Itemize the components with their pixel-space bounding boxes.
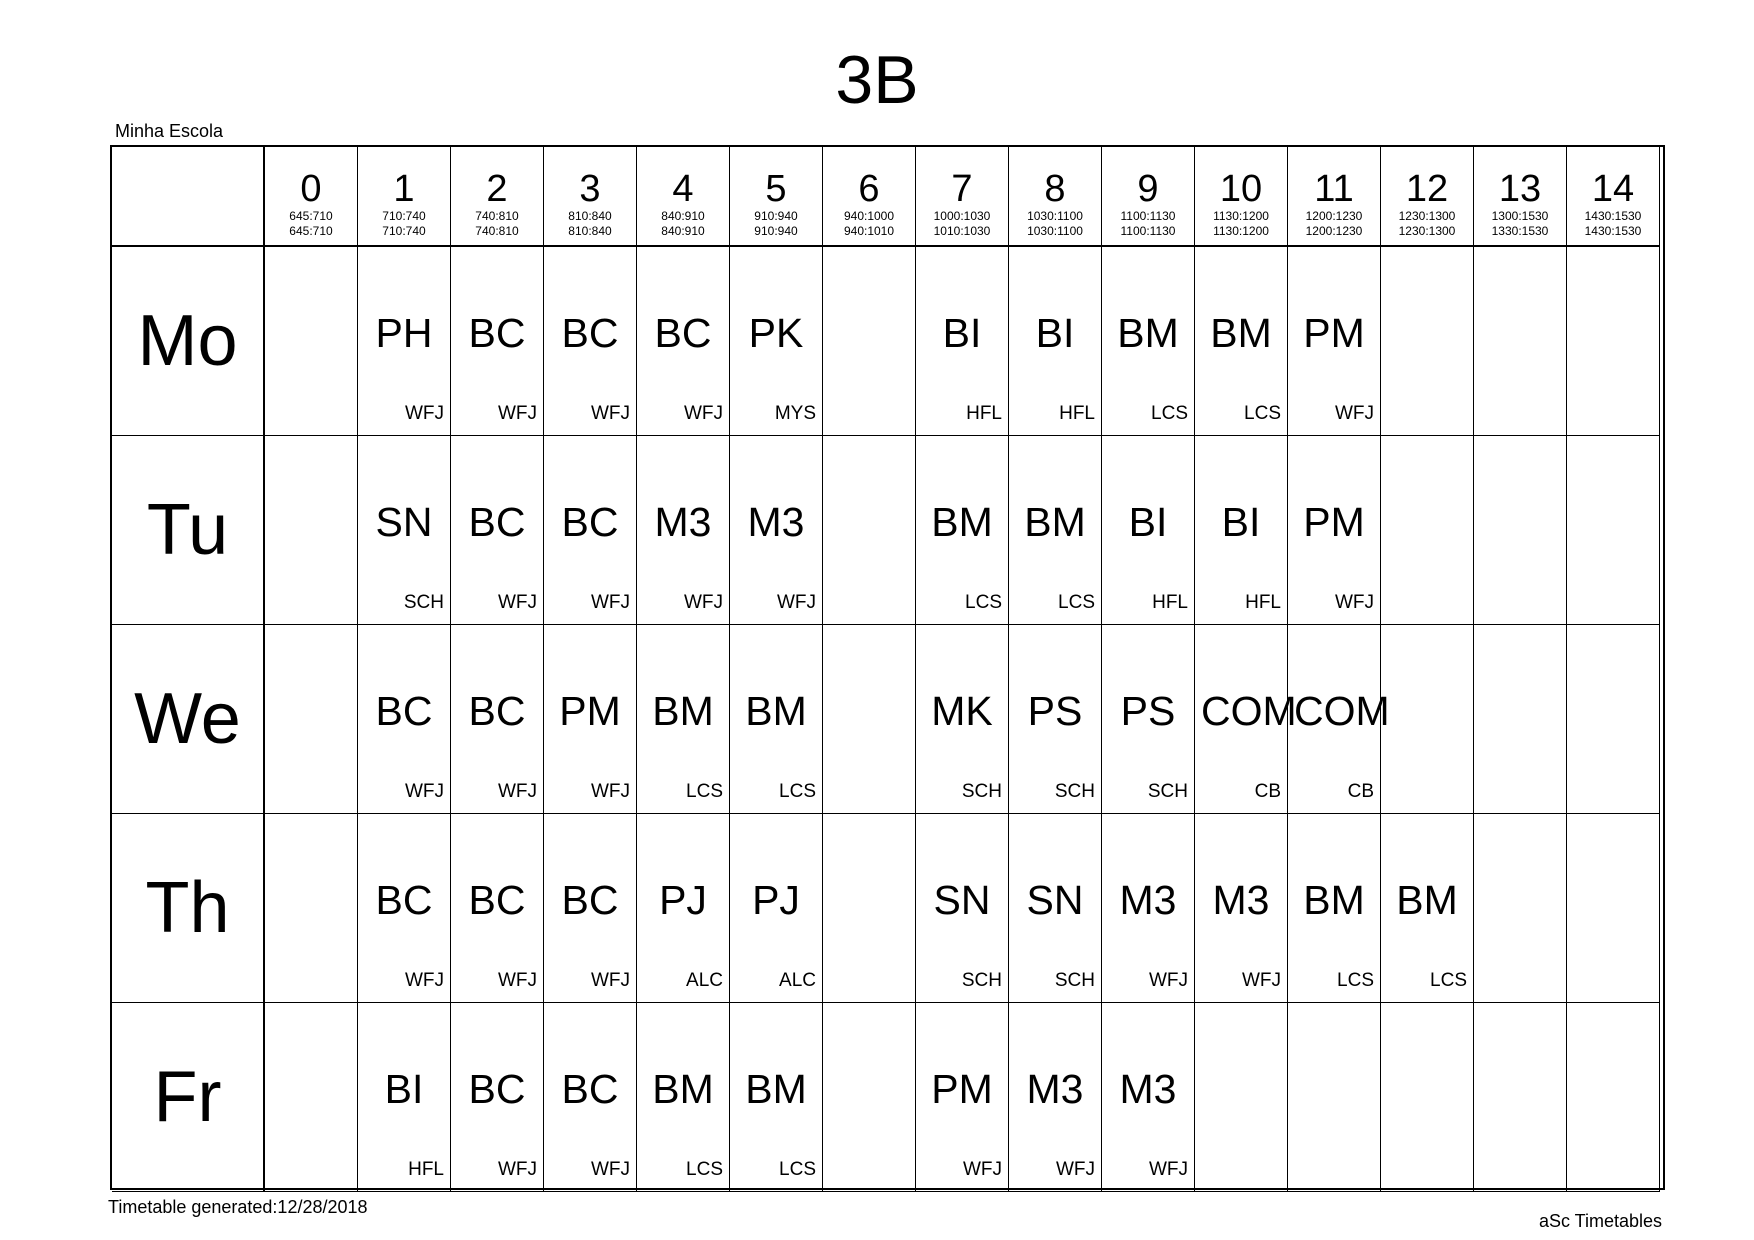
teacher-code: WFJ	[497, 592, 537, 613]
period-time-end: 1030:1100	[1027, 224, 1083, 238]
period-number: 13	[1498, 168, 1542, 210]
subject-code: PJ	[659, 877, 707, 923]
teacher-code: WFJ	[1334, 403, 1374, 424]
period-time-start: 1130:1200	[1213, 209, 1269, 223]
lesson-cell	[1474, 625, 1567, 814]
subject-code: BM	[1396, 877, 1458, 923]
lesson-cell	[1102, 625, 1195, 814]
subject-code: COM	[1201, 688, 1297, 734]
subject-code: BC	[561, 499, 619, 545]
period-number: 10	[1219, 168, 1263, 210]
period-time-start: 1200:1230	[1305, 209, 1363, 223]
subject-code: BM	[1117, 310, 1179, 356]
subject-code: BI	[942, 310, 982, 356]
lesson-cell	[916, 625, 1009, 814]
period-time-start: 740:810	[475, 209, 519, 223]
teacher-code: SCH	[961, 970, 1002, 991]
subject-code: BM	[931, 499, 993, 545]
lesson-cell	[916, 814, 1009, 1003]
lesson-cell	[730, 625, 823, 814]
timetable-title: 3B	[835, 42, 919, 118]
subject-code: SN	[933, 877, 991, 923]
period-number: 6	[858, 168, 880, 210]
subject-code: BC	[654, 310, 712, 356]
lesson-cell	[1381, 436, 1474, 625]
subject-code: BM	[745, 688, 807, 734]
lesson-cell	[1567, 436, 1660, 625]
period-time-end: 1230:1300	[1398, 224, 1456, 238]
period-header	[1195, 147, 1288, 247]
subject-code: M3	[747, 499, 805, 545]
subject-code: PM	[559, 688, 621, 734]
subject-code: SN	[1026, 877, 1084, 923]
period-number: 14	[1591, 168, 1635, 210]
teacher-code: WFJ	[590, 781, 630, 802]
period-header	[1102, 147, 1195, 247]
lesson-cell	[1381, 814, 1474, 1003]
subject-code: BC	[561, 1066, 619, 1112]
teacher-code: WFJ	[590, 403, 630, 424]
lesson-cell	[544, 625, 637, 814]
lesson-cell	[1009, 814, 1102, 1003]
lesson-cell	[823, 247, 916, 436]
lesson-cell	[1288, 1003, 1381, 1192]
period-time-end: 1200:1230	[1305, 224, 1363, 238]
period-time-end: 810:840	[568, 224, 612, 238]
teacher-code: LCS	[1430, 970, 1467, 991]
day-label: Mo	[112, 247, 265, 436]
lesson-cell	[1288, 814, 1381, 1003]
subject-code: M3	[1212, 877, 1270, 923]
period-header	[823, 147, 916, 247]
lesson-cell	[730, 814, 823, 1003]
teacher-code: SCH	[961, 781, 1002, 802]
period-time-end: 1130:1200	[1213, 224, 1269, 238]
period-time-end: 710:740	[382, 224, 426, 238]
teacher-code: WFJ	[1148, 970, 1188, 991]
subject-code: BC	[468, 877, 526, 923]
subject-code: PM	[1303, 310, 1365, 356]
period-header	[637, 147, 730, 247]
lesson-cell	[1567, 625, 1660, 814]
period-time-end: 740:810	[475, 224, 519, 238]
teacher-code: SCH	[1147, 781, 1188, 802]
period-time-end: 1430:1530	[1584, 224, 1642, 238]
teacher-code: WFJ	[590, 1159, 630, 1180]
teacher-code: CB	[1347, 781, 1374, 802]
period-time-end: 1100:1130	[1120, 224, 1176, 238]
subject-code: BM	[1210, 310, 1272, 356]
teacher-code: WFJ	[1055, 1159, 1095, 1180]
lesson-cell	[451, 625, 544, 814]
subject-code: COM	[1294, 688, 1390, 734]
teacher-code: LCS	[779, 1159, 816, 1180]
lesson-cell	[1195, 247, 1288, 436]
teacher-code: WFJ	[497, 970, 537, 991]
lesson-cell	[1195, 1003, 1288, 1192]
lesson-cell	[1288, 625, 1390, 814]
teacher-code: HFL	[408, 1159, 444, 1180]
period-time-end: 940:1010	[843, 224, 895, 238]
period-number: 11	[1314, 168, 1354, 210]
lesson-cell	[451, 1003, 544, 1192]
day-label: Tu	[112, 436, 265, 625]
period-time-end: 910:940	[754, 224, 798, 238]
subject-code: M3	[654, 499, 712, 545]
teacher-code: SCH	[403, 592, 444, 613]
lesson-cell	[265, 247, 358, 436]
period-time-start: 910:940	[754, 209, 798, 223]
lesson-cell	[1102, 1003, 1195, 1192]
period-time-start: 1300:1530	[1491, 209, 1549, 223]
lesson-cell	[1195, 814, 1288, 1003]
teacher-code: WFJ	[776, 592, 816, 613]
teacher-code: WFJ	[590, 592, 630, 613]
teacher-code: HFL	[1245, 592, 1281, 613]
lesson-cell	[1474, 1003, 1567, 1192]
teacher-code: LCS	[1058, 592, 1095, 613]
teacher-code: ALC	[779, 970, 816, 991]
period-time-start: 1030:1100	[1027, 209, 1083, 223]
lesson-cell	[916, 1003, 1009, 1192]
lesson-cell	[544, 1003, 637, 1192]
period-header	[916, 147, 1009, 247]
period-number: 3	[579, 168, 601, 210]
day-label: Th	[112, 814, 265, 1003]
lesson-cell	[1102, 247, 1195, 436]
teacher-code: WFJ	[683, 403, 723, 424]
period-header	[1381, 147, 1474, 247]
period-number: 0	[300, 168, 322, 210]
lesson-cell	[358, 247, 451, 436]
period-header	[1474, 147, 1567, 247]
teacher-code: WFJ	[404, 403, 444, 424]
subject-code: BC	[468, 310, 526, 356]
teacher-code: MYS	[774, 403, 816, 424]
lesson-cell	[1102, 436, 1195, 625]
period-header	[1567, 147, 1660, 247]
subject-code: BI	[1221, 499, 1261, 545]
lesson-cell	[544, 247, 637, 436]
subject-code: BM	[652, 1066, 714, 1112]
period-header	[730, 147, 823, 247]
teacher-code: LCS	[1151, 403, 1188, 424]
period-time-end: 840:910	[661, 224, 705, 238]
lesson-cell	[265, 1003, 358, 1192]
lesson-cell	[916, 247, 1009, 436]
subject-code: BM	[745, 1066, 807, 1112]
generated-date: Timetable generated:12/28/2018	[108, 1197, 368, 1217]
lesson-cell	[451, 436, 544, 625]
period-time-start: 1000:1030	[933, 209, 991, 223]
lesson-cell	[1009, 1003, 1102, 1192]
lesson-cell	[1102, 814, 1195, 1003]
subject-code: BC	[468, 499, 526, 545]
lesson-cell	[730, 436, 823, 625]
day-label: We	[112, 625, 265, 814]
lesson-cell	[1288, 436, 1381, 625]
teacher-code: SCH	[1054, 781, 1095, 802]
subject-code: M3	[1026, 1066, 1084, 1112]
lesson-cell	[358, 814, 451, 1003]
lesson-cell	[1474, 247, 1567, 436]
teacher-code: WFJ	[1334, 592, 1374, 613]
lesson-cell	[1009, 436, 1102, 625]
period-time-start: 1430:1530	[1584, 209, 1642, 223]
teacher-code: WFJ	[1241, 970, 1281, 991]
lesson-cell	[730, 1003, 823, 1192]
lesson-cell	[637, 247, 730, 436]
period-time-start: 840:910	[661, 209, 705, 223]
teacher-code: WFJ	[404, 781, 444, 802]
subject-code: BC	[468, 1066, 526, 1112]
period-time-start: 1230:1300	[1398, 209, 1456, 223]
lesson-cell	[823, 436, 916, 625]
lesson-cell	[823, 814, 916, 1003]
lesson-cell	[1567, 814, 1660, 1003]
teacher-code: ALC	[686, 970, 723, 991]
day-label: Fr	[112, 1003, 265, 1192]
teacher-code: HFL	[1059, 403, 1095, 424]
teacher-code: SCH	[1054, 970, 1095, 991]
teacher-code: WFJ	[404, 970, 444, 991]
lesson-cell	[358, 1003, 451, 1192]
lesson-cell	[823, 1003, 916, 1192]
lesson-cell	[451, 814, 544, 1003]
subject-code: PM	[931, 1066, 993, 1112]
period-time-start: 940:1000	[843, 209, 895, 223]
lesson-cell	[1288, 247, 1381, 436]
period-number: 4	[672, 168, 694, 210]
period-time-end: 645:710	[289, 224, 333, 238]
teacher-code: LCS	[1244, 403, 1281, 424]
period-time-end: 1010:1030	[933, 224, 991, 238]
lesson-cell	[1381, 625, 1474, 814]
subject-code: BM	[1303, 877, 1365, 923]
subject-code: BC	[375, 688, 433, 734]
lesson-cell	[1381, 1003, 1474, 1192]
subject-code: BC	[561, 310, 619, 356]
subject-code: BM	[652, 688, 714, 734]
lesson-cell	[916, 436, 1009, 625]
teacher-code: HFL	[966, 403, 1002, 424]
subject-code: BC	[468, 688, 526, 734]
period-number: 12	[1405, 168, 1449, 210]
period-number: 1	[393, 168, 415, 210]
period-time-start: 710:740	[382, 209, 426, 223]
teacher-code: WFJ	[962, 1159, 1002, 1180]
teacher-code: WFJ	[1148, 1159, 1188, 1180]
lesson-cell	[637, 436, 730, 625]
lesson-cell	[451, 247, 544, 436]
period-header	[265, 147, 358, 247]
lesson-cell	[544, 814, 637, 1003]
lesson-cell	[1567, 247, 1660, 436]
lesson-cell	[823, 625, 916, 814]
teacher-code: HFL	[1152, 592, 1188, 613]
subject-code: BC	[561, 877, 619, 923]
teacher-code: WFJ	[683, 592, 723, 613]
lesson-cell	[265, 436, 358, 625]
teacher-code: WFJ	[497, 1159, 537, 1180]
lesson-cell	[1381, 247, 1474, 436]
period-number: 2	[486, 168, 508, 210]
lesson-cell	[265, 814, 358, 1003]
period-header	[1009, 147, 1102, 247]
period-header	[358, 147, 451, 247]
subject-code: PJ	[752, 877, 800, 923]
period-time-start: 810:840	[568, 209, 612, 223]
period-time-start: 645:710	[289, 209, 333, 223]
lesson-cell	[1474, 814, 1567, 1003]
subject-code: M3	[1119, 877, 1177, 923]
subject-code: PH	[375, 310, 433, 356]
lesson-cell	[1009, 247, 1102, 436]
lesson-cell	[637, 1003, 730, 1192]
timetable-grid	[110, 145, 1665, 1190]
lesson-cell	[1474, 436, 1567, 625]
period-number: 7	[951, 168, 973, 210]
subject-code: PM	[1303, 499, 1365, 545]
period-number: 5	[765, 168, 787, 210]
teacher-code: LCS	[1337, 970, 1374, 991]
school-name: Minha Escola	[115, 121, 224, 141]
lesson-cell	[544, 436, 637, 625]
lesson-cell	[358, 436, 451, 625]
period-time-start: 1100:1130	[1120, 209, 1176, 223]
period-time-end: 1330:1530	[1491, 224, 1549, 238]
subject-code: SN	[375, 499, 433, 545]
subject-code: BM	[1024, 499, 1086, 545]
period-number: 8	[1044, 168, 1066, 210]
subject-code: BC	[375, 877, 433, 923]
period-header	[1288, 147, 1381, 247]
subject-code: BI	[1035, 310, 1075, 356]
period-header	[451, 147, 544, 247]
teacher-code: LCS	[779, 781, 816, 802]
software-credit: aSc Timetables	[1538, 1211, 1662, 1231]
lesson-cell	[358, 625, 451, 814]
teacher-code: WFJ	[497, 403, 537, 424]
subject-code: MK	[931, 688, 993, 734]
lesson-cell	[1009, 625, 1102, 814]
teacher-code: LCS	[686, 1159, 723, 1180]
subject-code: BI	[384, 1066, 424, 1112]
subject-code: BI	[1128, 499, 1168, 545]
period-number: 9	[1137, 168, 1159, 210]
subject-code: PK	[748, 310, 804, 356]
lesson-cell	[1195, 436, 1288, 625]
grid-corner	[112, 147, 265, 247]
teacher-code: WFJ	[497, 781, 537, 802]
lesson-cell	[637, 625, 730, 814]
teacher-code: CB	[1254, 781, 1281, 802]
subject-code: M3	[1119, 1066, 1177, 1112]
teacher-code: LCS	[965, 592, 1002, 613]
teacher-code: LCS	[686, 781, 723, 802]
teacher-code: WFJ	[590, 970, 630, 991]
lesson-cell	[637, 814, 730, 1003]
lesson-cell	[1195, 625, 1297, 814]
lesson-cell	[1567, 1003, 1660, 1192]
lesson-cell	[730, 247, 823, 436]
subject-code: PS	[1027, 688, 1083, 734]
lesson-cell	[265, 625, 358, 814]
subject-code: PS	[1120, 688, 1176, 734]
period-header	[544, 147, 637, 247]
